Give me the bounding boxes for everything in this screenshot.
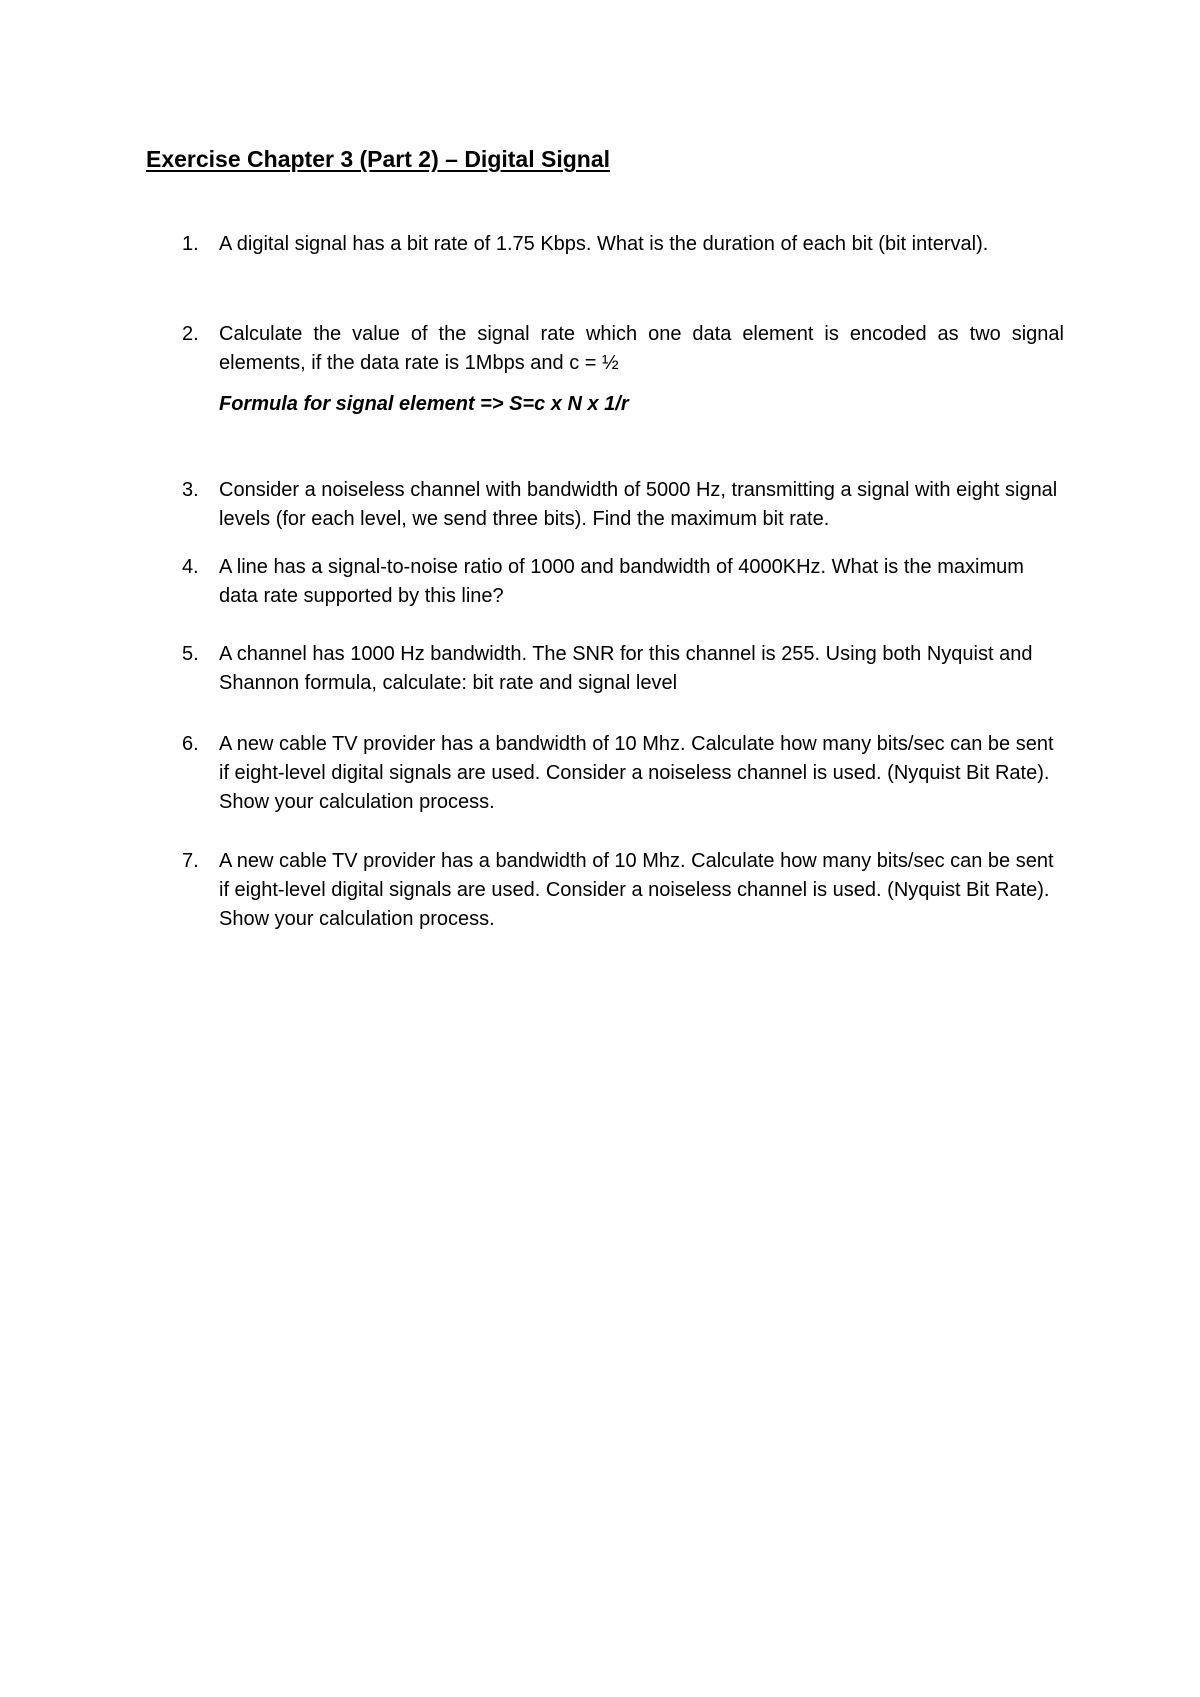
- document-title: Exercise Chapter 3 (Part 2) – Digital Signal: [146, 146, 610, 172]
- question-number: 7.: [182, 850, 199, 872]
- question-text: Calculate the value of the signal rate which one data element is encoded as two signal elements, if the data rate is 1Mbps and c = ½: [219, 323, 1064, 374]
- question-text: A line has a signal-to-noise ratio of 1000 and bandwidth of 4000KHz. What is the maximum data rate supported by this line?: [219, 556, 1024, 607]
- question-1: [182, 230, 1064, 259]
- question-number: 4.: [182, 556, 199, 578]
- question-3: [182, 476, 1064, 534]
- question-text: Consider a noiseless channel with bandwidth of 5000 Hz, transmitting a signal with eight signal levels (for each level, we send three bits). Find the maximum bit rate.: [219, 479, 1058, 530]
- question-7: [182, 847, 1064, 934]
- question-text: A new cable TV provider has a bandwidth of 10 Mhz. Calculate how many bits/sec can be sent if eight-level digital signals are used. Consider a noiseless channel is used. (Nyquist Bit Rate). Show your calculation process.: [219, 850, 1054, 930]
- question-text: A new cable TV provider has a bandwidth of 10 Mhz. Calculate how many bits/sec can be sent if eight-level digital signals are used. Consider a noiseless channel is used. (Nyquist Bit Rate). Show your calculation process.: [219, 733, 1054, 813]
- question-5: [182, 640, 1064, 698]
- question-number: 1.: [182, 233, 199, 255]
- question-number: 5.: [182, 643, 199, 665]
- question-number: 3.: [182, 479, 199, 501]
- question-4: [182, 553, 1064, 611]
- question-6: [182, 730, 1064, 817]
- signal-element-formula: Formula for signal element => S=c x N x 1/r: [219, 393, 629, 415]
- question-text: A channel has 1000 Hz bandwidth. The SNR for this channel is 255. Using both Nyquist and Shannon formula, calculate: bit rate and signal level: [219, 643, 1033, 694]
- question-2: [182, 320, 1064, 378]
- question-text: A digital signal has a bit rate of 1.75 Kbps. What is the duration of each bit (bit interval).: [219, 233, 989, 255]
- question-number: 6.: [182, 733, 199, 755]
- question-number: 2.: [182, 323, 199, 345]
